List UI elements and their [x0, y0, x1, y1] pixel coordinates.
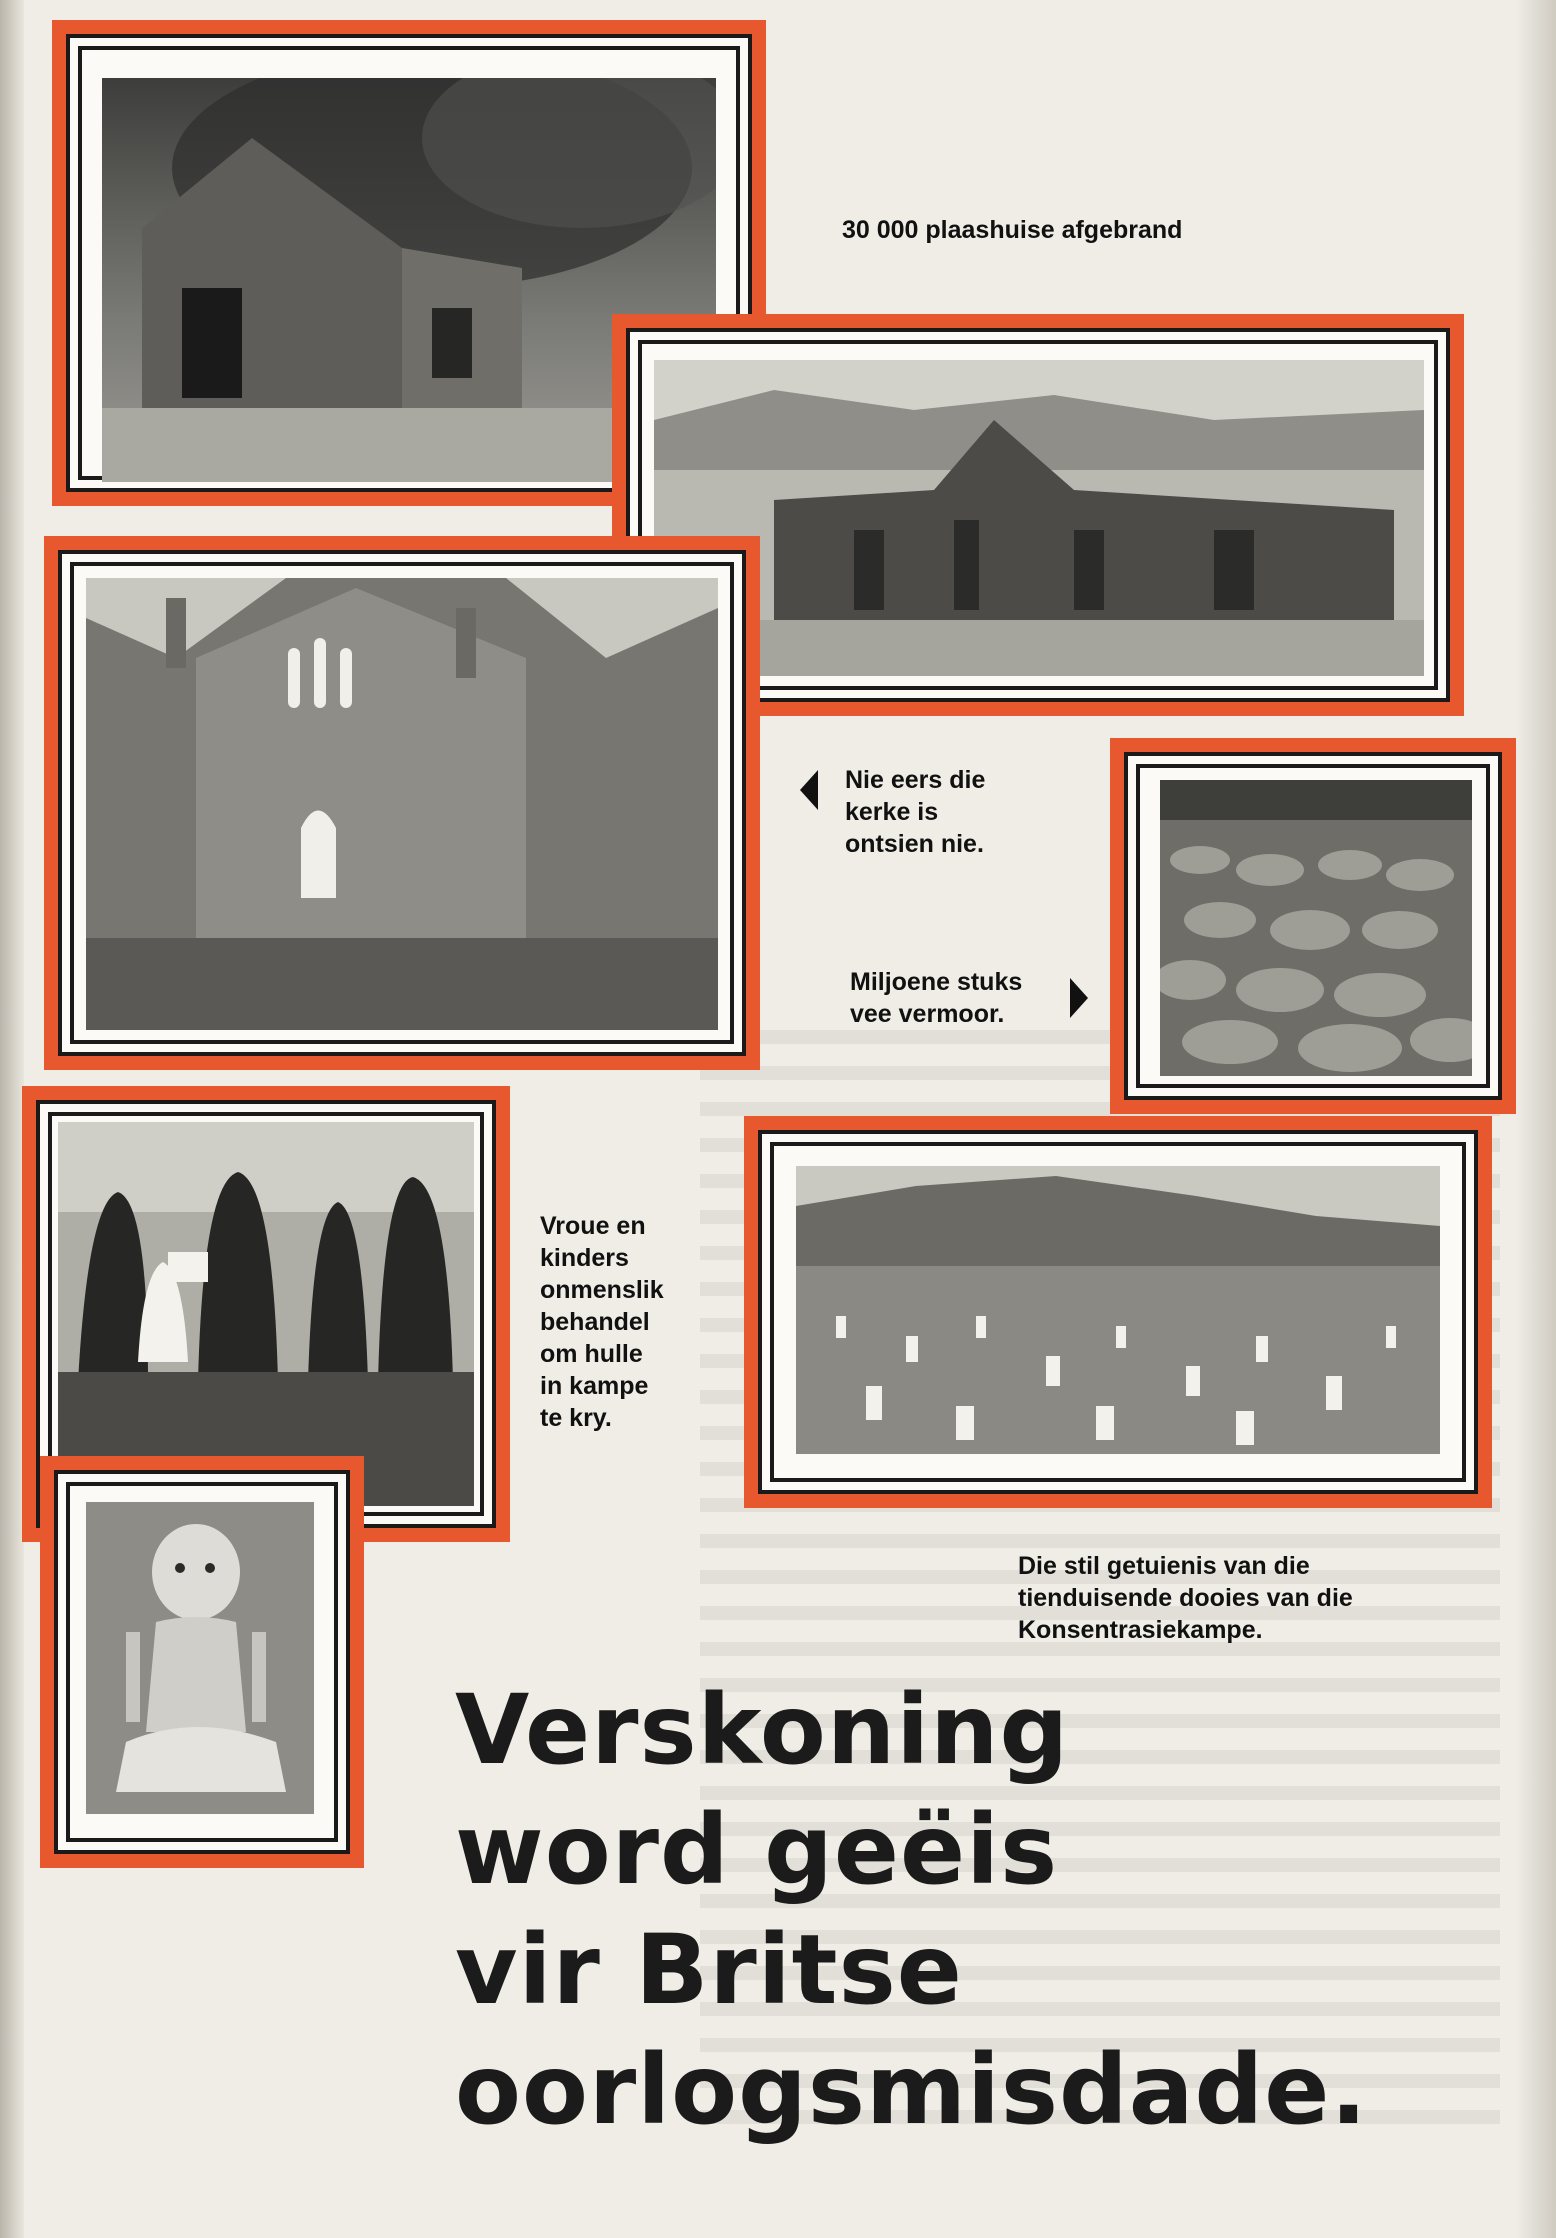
caption-churches: Nie eers die kerke is ontsien nie.: [845, 766, 986, 858]
headline: Verskoning word geëis vir Britse oorlogsmisdade.: [455, 1674, 1368, 2146]
arrow-right-icon: [1070, 978, 1088, 1018]
camp-graves-photo: [796, 1166, 1440, 1454]
dead-livestock-photo: [1160, 780, 1472, 1076]
women-in-camp-photo: [58, 1122, 474, 1506]
caption-houses-burnt: 30 000 plaashuise afgebrand: [842, 216, 1183, 244]
arrow-left-icon: [800, 770, 818, 810]
frame-dead-livestock: [1110, 738, 1516, 1114]
caption-graves: Die stil getuienis van die tienduisende dooies van die Konsentrasiekampe.: [1018, 1552, 1353, 1644]
starving-child-photo: [86, 1502, 314, 1814]
ruined-church-photo: [86, 578, 718, 1030]
frame-starving-child: [40, 1456, 364, 1868]
caption-livestock: Miljoene stuks vee vermoor.: [850, 968, 1023, 1028]
page-shadow: [0, 0, 24, 2238]
ruined-farmhouse-photo: [654, 360, 1424, 676]
frame-camp-graves: [744, 1116, 1492, 1508]
frame-ruined-church: [44, 536, 760, 1070]
caption-women-children: Vroue en kinders onmenslik behandel om hulle in kampe te kry.: [540, 1212, 664, 1432]
page-edge: [1516, 0, 1556, 2238]
